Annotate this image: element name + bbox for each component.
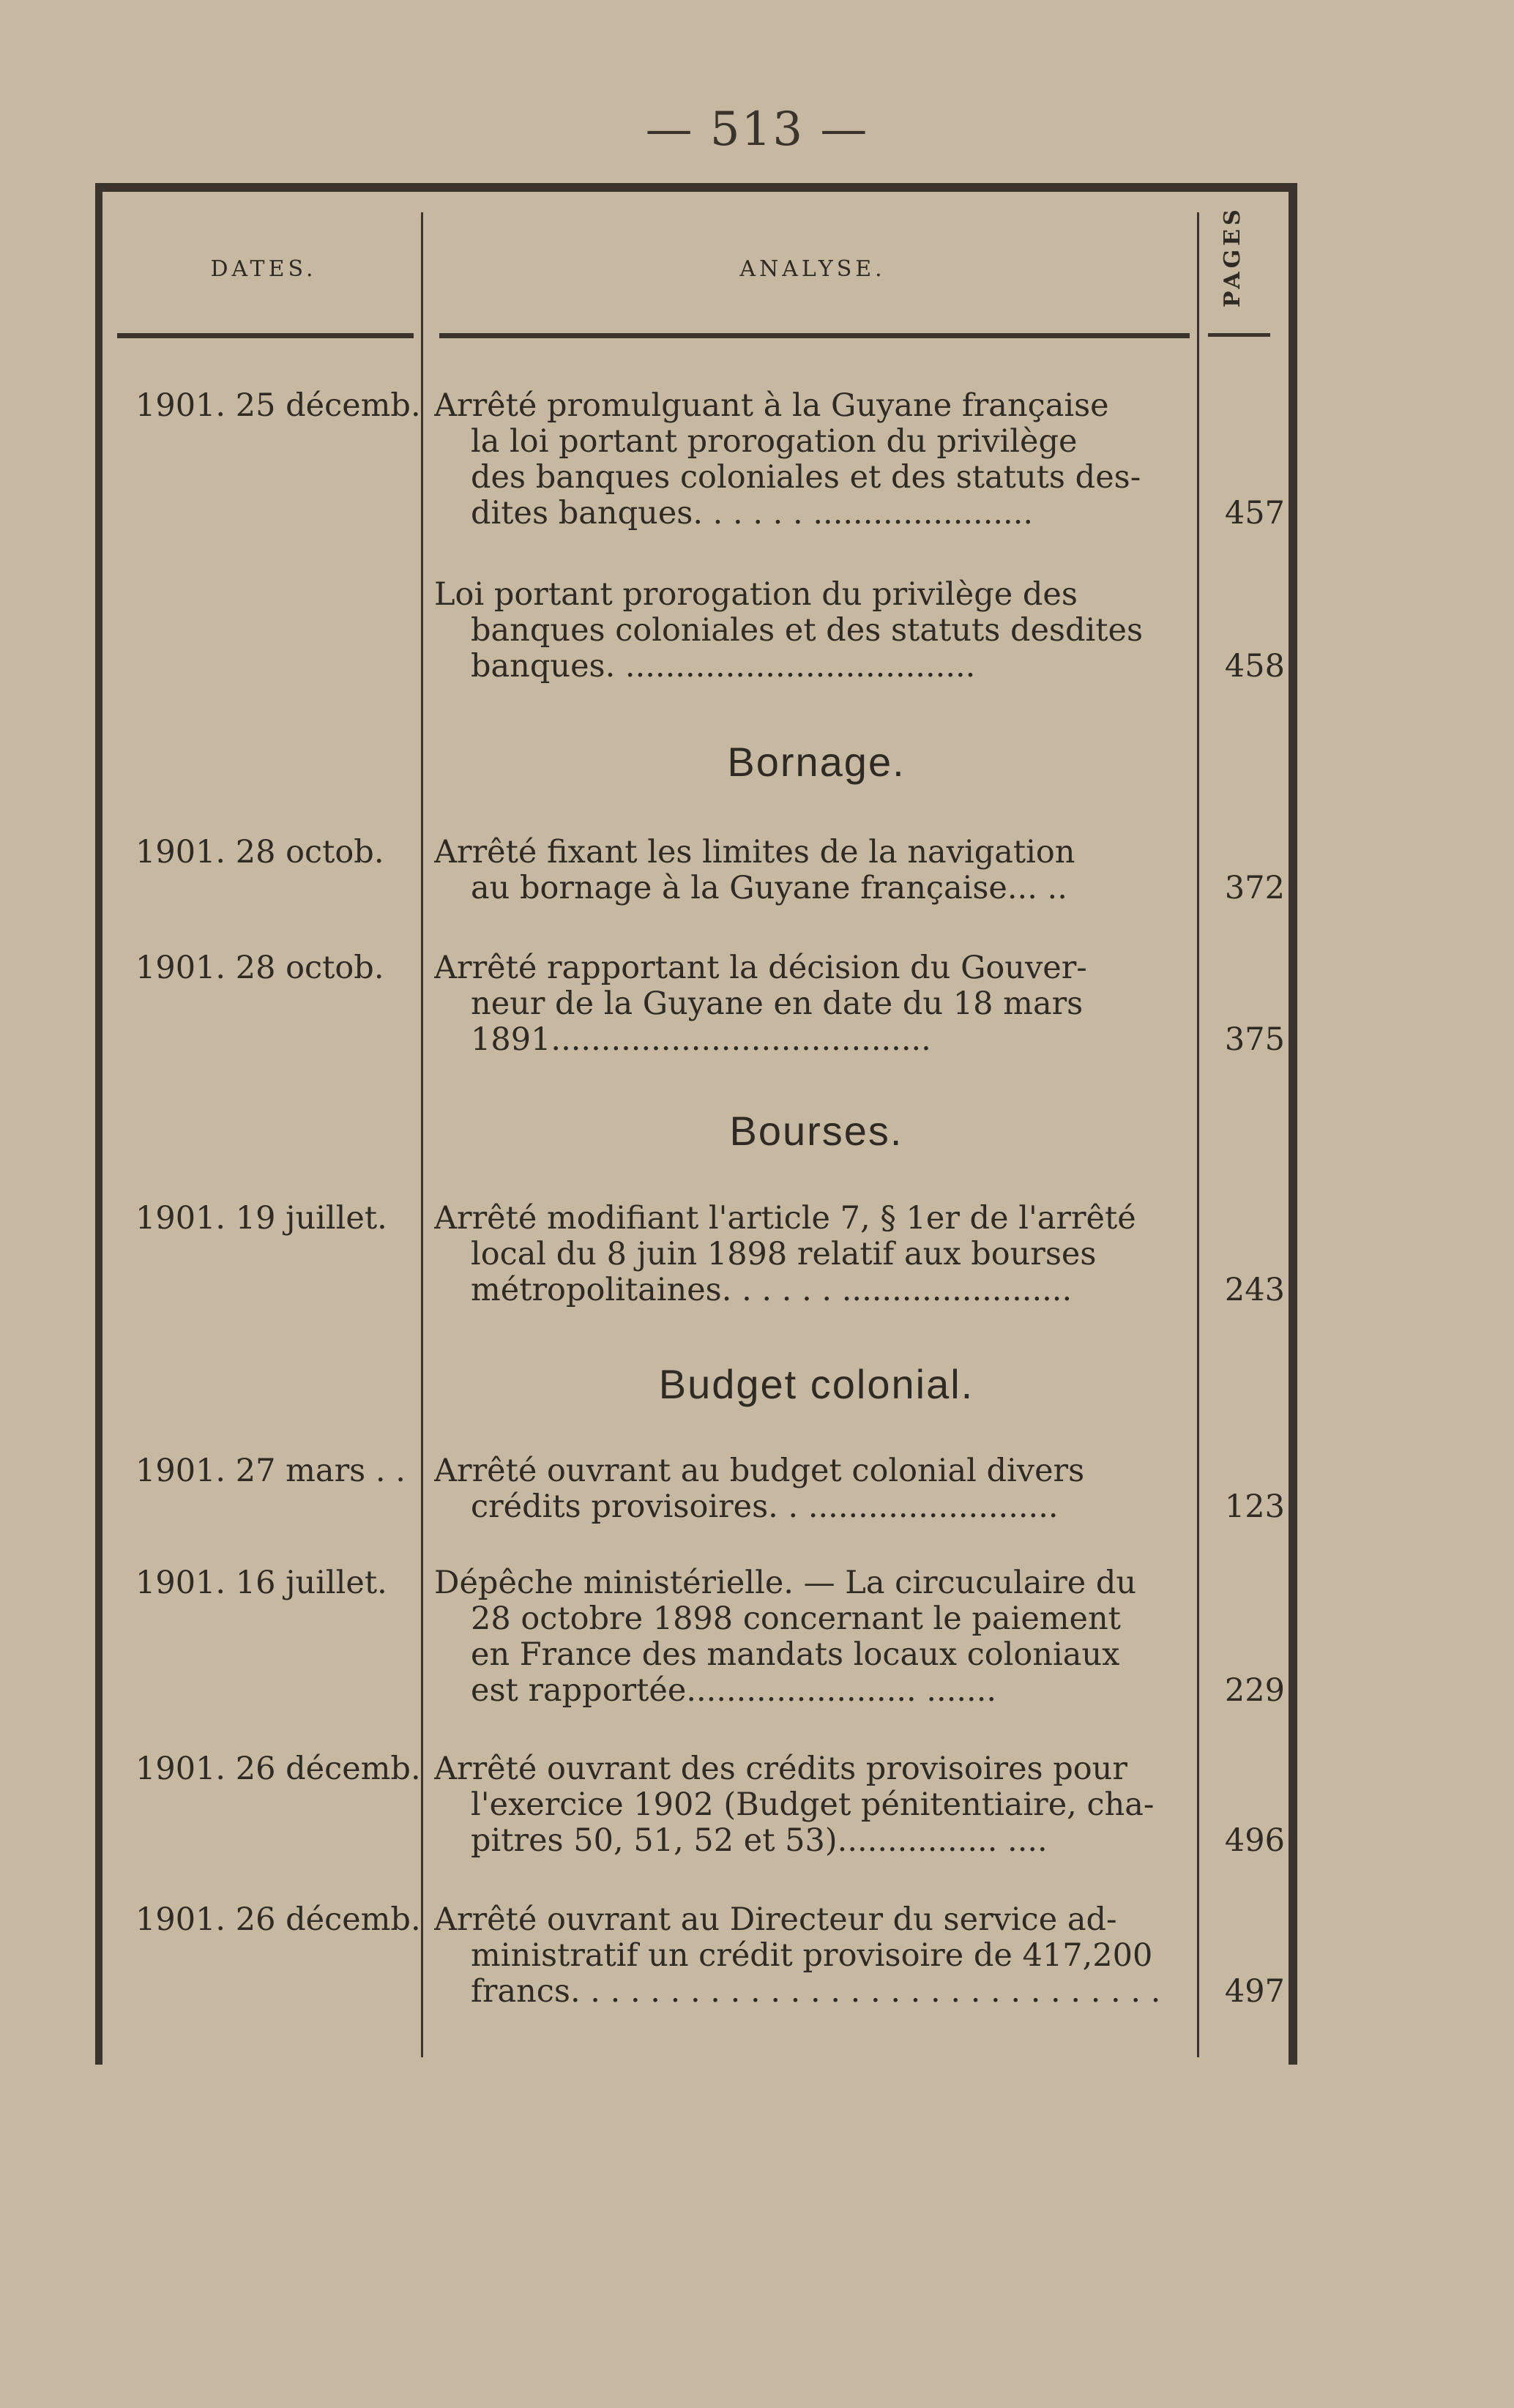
table-top-rule — [95, 183, 1292, 192]
analysis-line: pitres 50, 51, 52 et 53)................ .... — [471, 1823, 1048, 1859]
entry-date: 1901. 16 juillet. — [135, 1565, 387, 1601]
section-heading: Budget colonial. — [658, 1361, 974, 1407]
entry-analysis — [434, 1902, 1196, 2010]
header-rule-dates — [117, 333, 414, 338]
analysis-line: Arrêté rapportant la décision du Gouver- — [434, 950, 1087, 986]
analysis-line: la loi portant prorogation du privilège — [471, 424, 1078, 460]
header-analyse: ANALYSE. — [739, 256, 886, 282]
analysis-line: l'exercice 1902 (Budget pénitentiaire, cha- — [471, 1787, 1155, 1823]
header-pages: PAGES — [1220, 206, 1245, 307]
pages-column-divider — [1197, 212, 1199, 2057]
entry-date: 1901. 26 décemb. — [135, 1751, 421, 1787]
index-table — [95, 183, 1296, 2065]
entry-analysis — [434, 1565, 1196, 1709]
entry-date: 1901. 27 mars . . — [135, 1453, 406, 1489]
analysis-line: banques coloniales et des statuts desdites — [471, 613, 1144, 649]
analysis-line: métropolitaines. . . . . . ....................... — [471, 1272, 1073, 1308]
entry-page: 497 — [1224, 1973, 1285, 2010]
analysis-line: crédits provisoires. . ......................... — [471, 1489, 1059, 1525]
analysis-line: Arrêté ouvrant au budget colonial divers — [434, 1453, 1085, 1489]
entry-date: 1901. 28 octob. — [135, 950, 384, 986]
entry-analysis — [434, 577, 1196, 685]
analysis-line: Arrêté promulguant à la Guyane française — [434, 388, 1109, 424]
header-rule-analyse — [439, 333, 1190, 338]
table-left-rule — [95, 183, 102, 2065]
analysis-line: des banques coloniales et des statuts des- — [471, 460, 1141, 496]
analysis-line: local du 8 juin 1898 relatif aux bourses — [471, 1237, 1097, 1272]
entry-analysis — [434, 1751, 1196, 1859]
entry-page: 372 — [1224, 870, 1285, 906]
entry-page: 458 — [1224, 648, 1285, 685]
entry-analysis — [434, 388, 1196, 532]
analysis-line: neur de la Guyane en date du 18 mars — [471, 986, 1084, 1022]
entry-page: 457 — [1224, 495, 1285, 532]
table-right-rule — [1289, 183, 1297, 2065]
analysis-line: Arrêté fixant les limites de la navigation — [434, 835, 1075, 871]
analysis-line: Arrêté ouvrant des crédits provisoires pour — [434, 1751, 1127, 1787]
analysis-line: 1891...................................... — [471, 1022, 931, 1058]
entry-page: 496 — [1224, 1822, 1285, 1859]
entry-date: 1901. 19 juillet. — [135, 1200, 387, 1237]
entry-page: 375 — [1224, 1021, 1285, 1058]
analysis-line: au bornage à la Guyane française... .. — [471, 871, 1067, 906]
analysis-line: en France des mandats locaux coloniaux — [471, 1637, 1120, 1673]
entry-page: 243 — [1224, 1272, 1285, 1308]
entry-date: 1901. 25 décemb. — [135, 387, 421, 424]
dates-column-divider — [421, 212, 423, 2057]
entry-date: 1901. 26 décemb. — [135, 1901, 421, 1938]
page-number: — 513 — — [645, 102, 869, 157]
analysis-line: dites banques. . . . . . ...................... — [471, 496, 1034, 532]
analysis-line: est rapportée....................... ....... — [471, 1673, 997, 1709]
entry-page: 123 — [1224, 1488, 1285, 1525]
analysis-line: Dépêche ministérielle. — La circuculaire du — [434, 1565, 1137, 1601]
entry-page: 229 — [1224, 1672, 1285, 1709]
analysis-line: Arrêté modifiant l'article 7, § 1er de l'arrêté — [434, 1201, 1136, 1237]
section-heading: Bornage. — [727, 739, 906, 785]
entry-analysis — [434, 950, 1196, 1058]
entry-date: 1901. 28 octob. — [135, 834, 384, 871]
analysis-line: Arrêté ouvrant au Directeur du service ad- — [434, 1902, 1117, 1938]
analysis-line: banques. ................................... — [471, 649, 976, 685]
analysis-line: Loi portant prorogation du privilège des — [434, 577, 1078, 613]
entry-analysis — [434, 1201, 1196, 1308]
entry-analysis — [434, 1453, 1196, 1525]
analysis-line: 28 octobre 1898 concernant le paiement — [471, 1601, 1121, 1637]
analysis-line: francs. . . . . . . . . . . . . . . . . . . . . . . . . . . . . . — [471, 1974, 1161, 2010]
section-heading: Bourses. — [729, 1108, 903, 1154]
header-rule-pages — [1208, 333, 1270, 337]
analysis-line: ministratif un crédit provisoire de 417,200 — [471, 1938, 1153, 1974]
header-dates: DATES. — [210, 256, 317, 282]
entry-analysis — [434, 835, 1196, 906]
